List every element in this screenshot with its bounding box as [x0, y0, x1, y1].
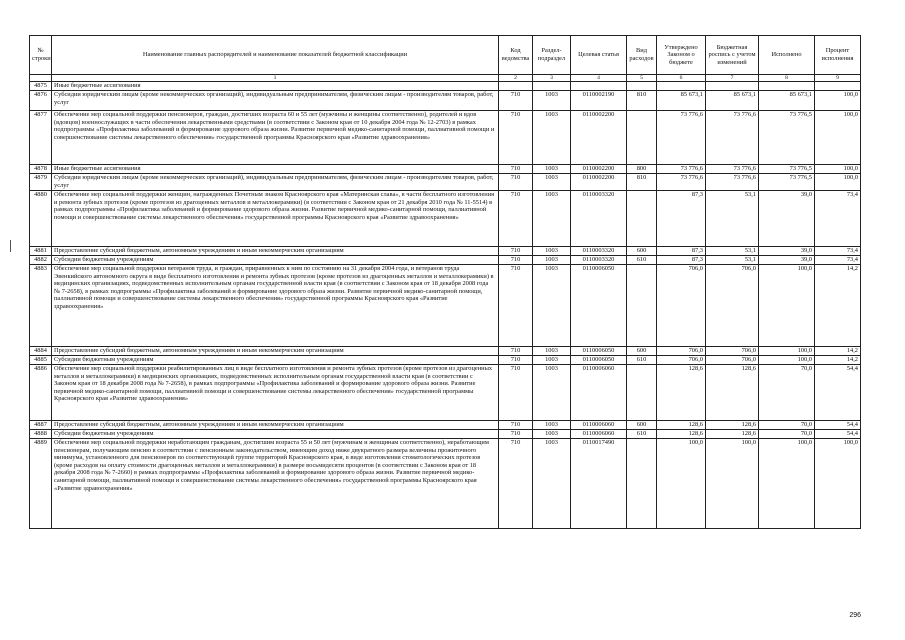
row-approved: 128,6 — [657, 421, 706, 430]
row-number: 4875 — [30, 82, 52, 91]
table-row — [30, 421, 861, 430]
row-name: Предоставление субсидий бюджетным, автономным учреждениям и иным некоммерческим организациям — [52, 347, 499, 356]
row-section: 1003 — [533, 430, 571, 439]
header-exp-type: Вид расходов — [627, 36, 657, 75]
row-section: 1003 — [533, 256, 571, 265]
row-number: 4878 — [30, 165, 52, 174]
row-approved: 87,3 — [657, 191, 706, 247]
row-executed: 73 776,5 — [759, 165, 815, 174]
header-target: Целевая статья — [571, 36, 627, 75]
row-dept: 710 — [499, 174, 533, 191]
row-section: 1003 — [533, 365, 571, 421]
row-percent: 100,0 — [815, 439, 861, 529]
row-executed — [759, 82, 815, 91]
row-percent: 14,2 — [815, 347, 861, 356]
row-roster: 706,0 — [706, 265, 759, 347]
row-dept: 710 — [499, 347, 533, 356]
table-row — [30, 365, 861, 421]
row-name: Субсидии бюджетным учреждениям — [52, 430, 499, 439]
row-target: 0110017490 — [571, 439, 627, 529]
table-header-row — [30, 36, 861, 75]
row-number: 4889 — [30, 439, 52, 529]
row-name: Обеспечение мер социальной поддержки женщин, награжденных Почетным знаком Красноярского края «Материнская слава», в части бесплатного изготовления и ремонта зубных протезов (кроме протезов из драгоценных металлов и металлокерамики) (в соответствии с Законом края от 21 декабря 2010 года № 11-5514) в рамках подпрограммы «Профилактика заболеваний и формирование здорового образа жизни. Развитие первичной медико-санитарной помощи, паллиативной помощи и совершенствование системы лекарственного обеспечения» государственной программы Красноярского края «Развитие здравоохранения» — [52, 191, 499, 247]
row-exp-type: 600 — [627, 347, 657, 356]
row-section: 1003 — [533, 421, 571, 430]
column-index-row — [30, 75, 861, 82]
budget-execution-table — [29, 35, 861, 529]
col-index: 1 — [52, 75, 499, 82]
row-approved — [657, 82, 706, 91]
row-percent: 54,4 — [815, 365, 861, 421]
row-approved: 85 673,1 — [657, 91, 706, 111]
row-exp-type: 810 — [627, 91, 657, 111]
table-row — [30, 356, 861, 365]
table-row — [30, 91, 861, 111]
row-executed: 70,0 — [759, 430, 815, 439]
row-section: 1003 — [533, 165, 571, 174]
col-index: 6 — [657, 75, 706, 82]
table-row — [30, 111, 861, 165]
row-name: Иные бюджетные ассигнования — [52, 165, 499, 174]
row-approved: 706,0 — [657, 265, 706, 347]
row-name: Предоставление субсидий бюджетным, автономным учреждениям и иным некоммерческим организациям — [52, 247, 499, 256]
row-executed: 73 776,5 — [759, 111, 815, 165]
row-roster: 53,1 — [706, 256, 759, 265]
binding-mark — [10, 240, 11, 252]
row-executed: 39,0 — [759, 191, 815, 247]
row-target: 0110002200 — [571, 165, 627, 174]
row-roster: 128,6 — [706, 430, 759, 439]
table-row — [30, 165, 861, 174]
header-roster: Бюджетная роспись с учетом изменений — [706, 36, 759, 75]
row-target: 0110006050 — [571, 356, 627, 365]
row-approved: 128,6 — [657, 365, 706, 421]
row-roster: 73 776,6 — [706, 165, 759, 174]
header-dept: Код ведомства — [499, 36, 533, 75]
row-percent: 54,4 — [815, 430, 861, 439]
row-dept: 710 — [499, 439, 533, 529]
row-executed: 100,0 — [759, 439, 815, 529]
row-name: Обеспечение мер социальной поддержки ветеранов труда, и граждан, приравненных к ним по состоянию на 31 декабря 2004 года, и ветеранов труда Эвенкийского автономного округа в виде бесплатного изготовления и ремонта зубных протезов (кроме протезов из драгоценных металлов и металлокерамики) в медицинских организациях, подведомственных исполнительным органам государственной власти края (в соответствии с Законом края от 18 декабря 2008 года № 7-2658), в рамках подпрограммы «Профилактика заболеваний и формирование здорового образа жизни. Развитие первичной медико-санитарной помощи, паллиативной помощи и совершенствование системы лекарственного обеспечения» государственной программы Красноярского края «Развитие здравоохранения» — [52, 265, 499, 347]
row-percent: 54,4 — [815, 421, 861, 430]
header-name: Наименование главных распорядителей и наименование показателей бюджетной классификации — [52, 36, 499, 75]
row-percent: 73,4 — [815, 191, 861, 247]
row-target: 0110002200 — [571, 111, 627, 165]
row-executed: 100,0 — [759, 347, 815, 356]
header-section: Раздел-подраздел — [533, 36, 571, 75]
row-executed: 100,0 — [759, 265, 815, 347]
row-name: Субсидии юридическим лицам (кроме некоммерческих организаций), индивидуальным предпринимателям, физическим лицам - производителям товаров, работ, услуг — [52, 91, 499, 111]
table-row — [30, 439, 861, 529]
row-approved: 100,0 — [657, 439, 706, 529]
row-executed: 73 776,5 — [759, 174, 815, 191]
row-target: 0110006060 — [571, 430, 627, 439]
row-name: Субсидии бюджетным учреждениям — [52, 356, 499, 365]
col-index: 2 — [499, 75, 533, 82]
table-row — [30, 347, 861, 356]
row-target: 0110003320 — [571, 191, 627, 247]
table-row — [30, 265, 861, 347]
table-row — [30, 256, 861, 265]
header-executed: Исполнено — [759, 36, 815, 75]
row-section: 1003 — [533, 174, 571, 191]
row-section: 1003 — [533, 91, 571, 111]
row-dept: 710 — [499, 165, 533, 174]
row-name: Предоставление субсидий бюджетным, автономным учреждениям и иным некоммерческим организациям — [52, 421, 499, 430]
col-index: 8 — [759, 75, 815, 82]
row-roster: 73 776,6 — [706, 111, 759, 165]
row-approved: 73 776,6 — [657, 111, 706, 165]
col-index: 3 — [533, 75, 571, 82]
row-executed: 70,0 — [759, 421, 815, 430]
header-row-no: № строки — [30, 36, 52, 75]
row-exp-type — [627, 82, 657, 91]
row-name: Субсидии бюджетным учреждениям — [52, 256, 499, 265]
row-dept: 710 — [499, 265, 533, 347]
row-section — [533, 82, 571, 91]
row-roster: 128,6 — [706, 365, 759, 421]
table-row — [30, 82, 861, 91]
row-dept: 710 — [499, 365, 533, 421]
row-dept: 710 — [499, 421, 533, 430]
row-percent: 100,0 — [815, 91, 861, 111]
row-dept: 710 — [499, 111, 533, 165]
row-percent — [815, 82, 861, 91]
row-number: 4886 — [30, 365, 52, 421]
row-number: 4883 — [30, 265, 52, 347]
row-dept: 710 — [499, 430, 533, 439]
row-target: 0110002200 — [571, 174, 627, 191]
row-exp-type: 810 — [627, 174, 657, 191]
row-number: 4884 — [30, 347, 52, 356]
row-approved: 73 776,6 — [657, 165, 706, 174]
row-percent: 14,2 — [815, 265, 861, 347]
row-approved: 706,0 — [657, 356, 706, 365]
row-target: 0110006060 — [571, 421, 627, 430]
row-exp-type: 610 — [627, 356, 657, 365]
row-percent: 100,0 — [815, 174, 861, 191]
row-executed: 70,0 — [759, 365, 815, 421]
row-roster: 53,1 — [706, 191, 759, 247]
row-percent: 14,2 — [815, 356, 861, 365]
row-target: 0110006060 — [571, 365, 627, 421]
col-index: 5 — [627, 75, 657, 82]
table-row — [30, 430, 861, 439]
row-dept: 710 — [499, 256, 533, 265]
row-exp-type: 610 — [627, 256, 657, 265]
row-executed: 39,0 — [759, 256, 815, 265]
row-number: 4881 — [30, 247, 52, 256]
row-executed: 39,0 — [759, 247, 815, 256]
row-number: 4877 — [30, 111, 52, 165]
row-roster: 128,6 — [706, 421, 759, 430]
row-exp-type — [627, 439, 657, 529]
row-approved: 87,3 — [657, 247, 706, 256]
row-number: 4880 — [30, 191, 52, 247]
row-exp-type — [627, 111, 657, 165]
row-name: Обеспечение мер социальной поддержки неработающим гражданам, достигшим возраста 55 и 50 лет (мужчинам и женщинам соответственно), неработающим пенсионерам, получающим пенсию в соответствии с пенсионным законодательством, имеющим доход ниже двукратного размера величины прожиточного минимума, установленного для пенсионеров по соответствующей группе территорий Красноярского края, в виде изготовления стоматологических протезов (кроме расходов на оплату стоимости драгоценных металлов и металлокерамики) в размере восьмидесяти процентов (в соответствии с Законом края от 18 декабря 2008 года № 7-2660) в рамках подпрограммы «Профилактика заболеваний и формирование здорового образа жизни. Развитие первичной медико-санитарной помощи, паллиативной помощи и совершенствование системы лекарственного обеспечения» государственной программы Красноярского края «Развитие здравоохранения» — [52, 439, 499, 529]
row-name: Обеспечение мер социальной поддержки пенсионеров, граждан, достигших возраста 60 и 55 лет (мужчины и женщины соответственно), родителей и вдов (вдовцов) военнослужащих в части обеспечения лекарственными средствами (в соответствии с Законом края от 10 декабря 2004 года № 12-2703) в рамках подпрограммы «Профилактика заболеваний и формирование здорового образа жизни. Развитие первичной медико-санитарной помощи, паллиативной помощи и совершенствование системы лекарственного обеспечения» государственной программы Красноярского края «Развитие здравоохранения» — [52, 111, 499, 165]
row-executed: 85 673,1 — [759, 91, 815, 111]
row-roster — [706, 82, 759, 91]
row-approved: 73 776,6 — [657, 174, 706, 191]
row-percent: 100,0 — [815, 111, 861, 165]
col-index: 9 — [815, 75, 861, 82]
table-row — [30, 247, 861, 256]
row-roster: 706,0 — [706, 356, 759, 365]
table-row — [30, 174, 861, 191]
row-target: 0110002190 — [571, 91, 627, 111]
row-exp-type — [627, 265, 657, 347]
row-roster: 100,0 — [706, 439, 759, 529]
row-roster: 85 673,1 — [706, 91, 759, 111]
row-approved: 87,3 — [657, 256, 706, 265]
header-percent: Процент исполнения — [815, 36, 861, 75]
row-percent: 100,0 — [815, 165, 861, 174]
row-name: Иные бюджетные ассигнования — [52, 82, 499, 91]
row-exp-type: 610 — [627, 430, 657, 439]
row-section: 1003 — [533, 265, 571, 347]
row-exp-type: 800 — [627, 165, 657, 174]
col-index: 7 — [706, 75, 759, 82]
row-number: 4885 — [30, 356, 52, 365]
row-section: 1003 — [533, 356, 571, 365]
row-percent: 73,4 — [815, 256, 861, 265]
col-index: 4 — [571, 75, 627, 82]
row-approved: 706,0 — [657, 347, 706, 356]
row-number: 4876 — [30, 91, 52, 111]
row-section: 1003 — [533, 191, 571, 247]
row-section: 1003 — [533, 247, 571, 256]
row-section: 1003 — [533, 111, 571, 165]
row-percent: 73,4 — [815, 247, 861, 256]
row-dept — [499, 82, 533, 91]
row-roster: 53,1 — [706, 247, 759, 256]
row-target: 0110006050 — [571, 347, 627, 356]
row-dept: 710 — [499, 247, 533, 256]
row-number: 4882 — [30, 256, 52, 265]
row-number: 4879 — [30, 174, 52, 191]
row-number: 4888 — [30, 430, 52, 439]
row-roster: 706,0 — [706, 347, 759, 356]
row-executed: 100,0 — [759, 356, 815, 365]
page-number: 296 — [849, 612, 861, 619]
row-target: 0110006050 — [571, 265, 627, 347]
row-name: Обеспечение мер социальной поддержки реабилитированных лиц в виде бесплатного изготовления и ремонта зубных протезов (кроме протезов из драгоценных металлов и металлокерамики) в медицинских организациях, подведомственных исполнительным органам государственной власти края (в соответствии с Законом края от 18 декабря 2008 года № 7-2658), в рамках подпрограммы «Профилактика заболеваний и формирование здорового образа жизни. Развитие первичной медико-санитарной помощи, паллиативной помощи и совершенствование системы лекарственного обеспечения» государственной программы Красноярского края «Развитие здравоохранения» — [52, 365, 499, 421]
row-approved: 128,6 — [657, 430, 706, 439]
row-exp-type — [627, 365, 657, 421]
header-approved: Утверждено Законом о бюджете — [657, 36, 706, 75]
row-exp-type — [627, 191, 657, 247]
table-row — [30, 191, 861, 247]
row-dept: 710 — [499, 191, 533, 247]
row-number: 4887 — [30, 421, 52, 430]
row-exp-type: 600 — [627, 247, 657, 256]
row-dept: 710 — [499, 91, 533, 111]
row-section: 1003 — [533, 347, 571, 356]
row-exp-type: 600 — [627, 421, 657, 430]
row-name: Субсидии юридическим лицам (кроме некоммерческих организаций), индивидуальным предпринимателям, физическим лицам - производителям товаров, работ, услуг — [52, 174, 499, 191]
row-target — [571, 82, 627, 91]
row-roster: 73 776,6 — [706, 174, 759, 191]
row-target: 0110003320 — [571, 256, 627, 265]
row-target: 0110003320 — [571, 247, 627, 256]
row-section: 1003 — [533, 439, 571, 529]
row-dept: 710 — [499, 356, 533, 365]
